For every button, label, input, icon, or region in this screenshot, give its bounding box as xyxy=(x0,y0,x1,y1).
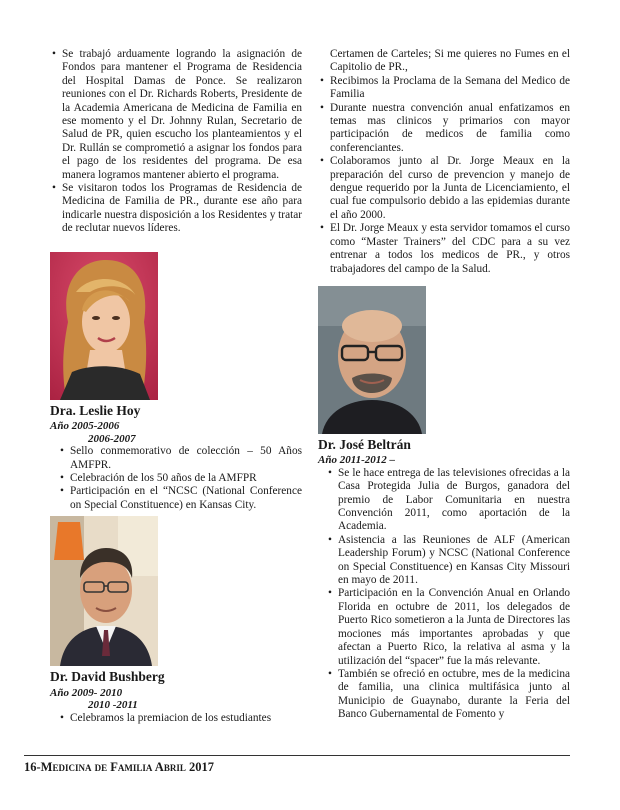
photo-david-bushberg xyxy=(50,516,158,666)
list-item: • Se trabajó arduamente logrando la asignación de Fondos para mantener el Programa de Residencia del Hospital Damas de Ponce. Se realizaron reuniones con el Dr. Richards Roberts, Presidente de la Academia Americana de Medicina de Familia en ese momento y el Dr. Johnny Rulan, Secretario de Salud de PR, quien escucho los planteamientos y el Dr. Rullán se comprometió a asignar los fondos para el pago de los residentes del programa. De esa manera logramos mantener abierto el programa. xyxy=(50,48,302,182)
profile-bullet-list xyxy=(318,467,570,722)
term-line: Año 2005-2006 xyxy=(50,420,120,433)
profile-name: Dr. David Bushberg xyxy=(50,669,165,685)
list-item: • Se visitaron todos los Programas de Residencia de Medicina de Familia de PR., durante ese año para indicarle nuestra disposición a los Residentes y tratar de reclutar nuevos líderes. xyxy=(50,182,302,236)
left-column xyxy=(50,48,302,725)
intro-bullet-list xyxy=(50,48,302,236)
continued-bullet-list xyxy=(318,48,570,276)
list-item: • Recibimos la Proclama de la Semana del Medico de Familia xyxy=(318,75,570,102)
profile-term xyxy=(50,687,302,712)
term-line: Año 2009- 2010 xyxy=(50,686,123,699)
profile-bullet-list xyxy=(50,712,302,725)
photo-jose-beltran xyxy=(318,286,426,434)
profile-name: Dr. José Beltrán xyxy=(318,436,411,452)
list-item: • Sello conmemorativo de colección – 50 Años AMFPR. xyxy=(58,445,302,472)
list-item: • Participación en la Convención Anual en Orlando Florida en octubre de 2011, los delegados de Puerto Rico sometieron a la Junta de Directores las mociones más importantes aprobadas y que afectan a Puerto Rico, la relativa al asma y la utilización del “spacer” fue la más relevante. xyxy=(326,587,570,667)
list-item: • Colaboramos junto al Dr. Jorge Meaux en la preparación del curso de prevencion y manejo de dengue requerido por la Junta de Licenciamiento, el cual fue compulsorio debido a las epidemias durante el año 2000. xyxy=(318,155,570,222)
list-item: • Se le hace entrega de las televisiones ofrecidas a la Casa Protegida Julia de Burgos, ganadora del premio de Labor Comunitaria en nuestra Convención 2011, como aportación de la Academia. xyxy=(326,467,570,534)
right-column xyxy=(318,48,570,722)
list-item: • Durante nuestra convención anual enfatizamos en temas mas clinicos y primarios con mayor participación de medicos de familia como conferenciantes. xyxy=(318,102,570,156)
list-item: • Celebramos la premiacion de los estudiantes xyxy=(58,712,302,725)
term-line: Año 2011-2012 – xyxy=(318,454,396,467)
profile-term xyxy=(50,420,302,445)
list-item: • Celebración de los 50 años de la AMFPR xyxy=(58,472,302,485)
list-item: • Participación en el “NCSC (National Conference on Special Constituence) en Kansas City. xyxy=(58,485,302,512)
list-item: • Asistencia a las Reuniones de ALF (American Leadership Forum) y NCSC (National Conference on Special Constituence) en Kansas City Missouri en mayo de 2011. xyxy=(326,534,570,588)
page-footer xyxy=(24,755,570,777)
photo-leslie-hoy xyxy=(50,252,158,400)
list-item: • El Dr. Jorge Meaux y esta servidor tomamos el curso como “Master Trainers” del CDC para a su vez entrenar a todos los medicos de PR., y otros trabajadores del campo de la Salud. xyxy=(318,222,570,276)
profile-name: Dra. Leslie Hoy xyxy=(50,402,141,418)
term-line: 2010 -2011 xyxy=(88,699,138,712)
term-line: 2006-2007 xyxy=(88,432,136,445)
footer-text: 16-Medicina de Familia Abril 2017 xyxy=(24,760,214,774)
list-item: • También se ofreció en octubre, mes de la medicina de familia, una clinica multifásica junto al Municipio de Guaynabo, durante la Feria del Banco Gubernamental de Fomento y xyxy=(326,668,570,722)
profile-term xyxy=(318,454,570,467)
profile-bullet-list xyxy=(50,445,302,512)
list-item: Certamen de Carteles; Si me quieres no Fumes en el Capitolio de PR., xyxy=(330,48,570,74)
